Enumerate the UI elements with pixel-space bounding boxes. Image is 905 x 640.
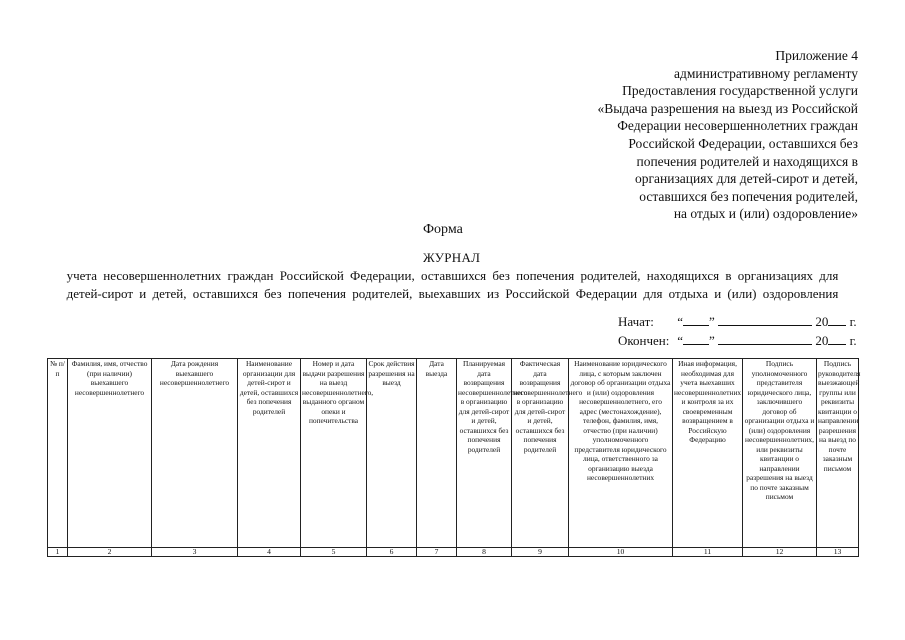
column-number: 4 (238, 548, 301, 557)
quote-open: “ (677, 333, 684, 348)
column-number: 12 (743, 548, 817, 557)
appendix-line: оставшихся без попечения родителей, (639, 188, 858, 204)
appendix-line: Предоставления государственной услуги (622, 83, 858, 99)
table-header-row (48, 359, 859, 548)
month-blank[interactable] (718, 313, 812, 326)
form-label: Форма (423, 222, 463, 237)
year-prefix: 20 (815, 314, 829, 329)
column-number: 1 (48, 548, 68, 557)
column-number: 3 (152, 548, 238, 557)
column-header: Наименование организации для детей-сирот и детей, оставшихся без попечения родителей (238, 359, 301, 548)
column-header: Иная информация, необходимая для учета выехавших несовершеннолетних и контроля за их своевременным возвращением в Российскую Федерацию (673, 359, 743, 548)
end-date-row (618, 332, 857, 349)
year-suffix: г. (849, 333, 857, 348)
quote-close: ” (709, 314, 715, 329)
appendix-line: на отдых и (или) оздоровление» (673, 206, 858, 222)
start-date-row (618, 313, 857, 330)
year-prefix: 20 (815, 333, 829, 348)
column-header: Номер и дата выдачи разрешения на выезд несовершеннолетнего, выданного органом опеки и попечительства (301, 359, 367, 548)
month-blank[interactable] (718, 332, 812, 345)
appendix-line: «Выдача разрешения на выезд из Российской (597, 100, 858, 116)
year-suffix: г. (849, 314, 857, 329)
column-header: Подпись руководителя выезжающей группы или реквизиты квитанции о направлении разрешения на выезд по почте заказным письмом (817, 359, 859, 548)
column-number: 2 (68, 548, 152, 557)
day-blank[interactable] (683, 313, 709, 326)
column-number: 13 (817, 548, 859, 557)
appendix-line: Приложение 4 (775, 48, 858, 63)
start-date-label: Начат: (618, 314, 654, 329)
journal-title: ЖУРНАЛ (423, 250, 481, 265)
appendix-line: Федерации несовершеннолетних граждан (617, 118, 858, 134)
column-number: 10 (569, 548, 673, 557)
column-number: 11 (673, 548, 743, 557)
year-blank[interactable] (828, 313, 846, 326)
appendix-line: попечения родителей и находящихся в (636, 153, 858, 169)
journal-subtitle-line-2: детей-сирот и детей, оставшихся без попечения родителей, выехавших из Российской Федерации для отдыха и (или) оздоровления (66, 286, 839, 301)
column-number: 8 (457, 548, 512, 557)
column-header: Фамилия, имя, отчество (при наличии) выехавшего несовершеннолетнего (68, 359, 152, 548)
journal-table (47, 358, 859, 557)
appendix-line: административному регламенту (674, 65, 858, 81)
column-number: 6 (367, 548, 417, 557)
column-number: 5 (301, 548, 367, 557)
journal-subtitle-line-1: учета несовершеннолетних граждан Российской Федерации, оставшихся без попечения родителей, находящихся в организациях для (66, 268, 839, 283)
column-header: Дата рождения выехавшего несовершеннолетнего (152, 359, 238, 548)
column-header: Планируемая дата возвращения несовершеннолетнего в организацию для детей-сирот и детей, оставшихся без попечения родителей (457, 359, 512, 548)
column-header: Дата выезда (417, 359, 457, 548)
column-header: Срок действия разрешения на выезд (367, 359, 417, 548)
column-number: 7 (417, 548, 457, 557)
year-blank[interactable] (828, 332, 846, 345)
column-header: Фактическая дата возвращения несовершеннолетнего в организацию для детей-сирот и детей, оставшихся без попечения родителей (512, 359, 569, 548)
column-number-row (48, 548, 859, 557)
quote-close: ” (709, 333, 715, 348)
column-header: Наименование юридического лица, с которым заключен договор об организации отдыха и (или) оздоровления несовершеннолетнего, его адрес (местонахождение), телефон, фамилия, имя, отчество (при наличии) уполномоченного представителя юридического лица, ответственного за организацию выезда несовершеннолетних (569, 359, 673, 548)
column-header: № п/п (48, 359, 68, 548)
end-date-label: Окончен: (618, 333, 670, 348)
day-blank[interactable] (683, 332, 709, 345)
appendix-header (538, 47, 858, 223)
appendix-line: организациях для детей-сирот и детей, (634, 171, 858, 187)
quote-open: “ (677, 314, 684, 329)
column-number: 9 (512, 548, 569, 557)
appendix-line: Российской Федерации, оставшихся без (628, 135, 858, 151)
column-header: Подпись уполномоченного представителя юридического лица, заключившего договор об организации отдыха и (или) оздоровления несовершеннолетних, или реквизиты квитанции о направлении разрешения на выезд по почте заказным письмом (743, 359, 817, 548)
